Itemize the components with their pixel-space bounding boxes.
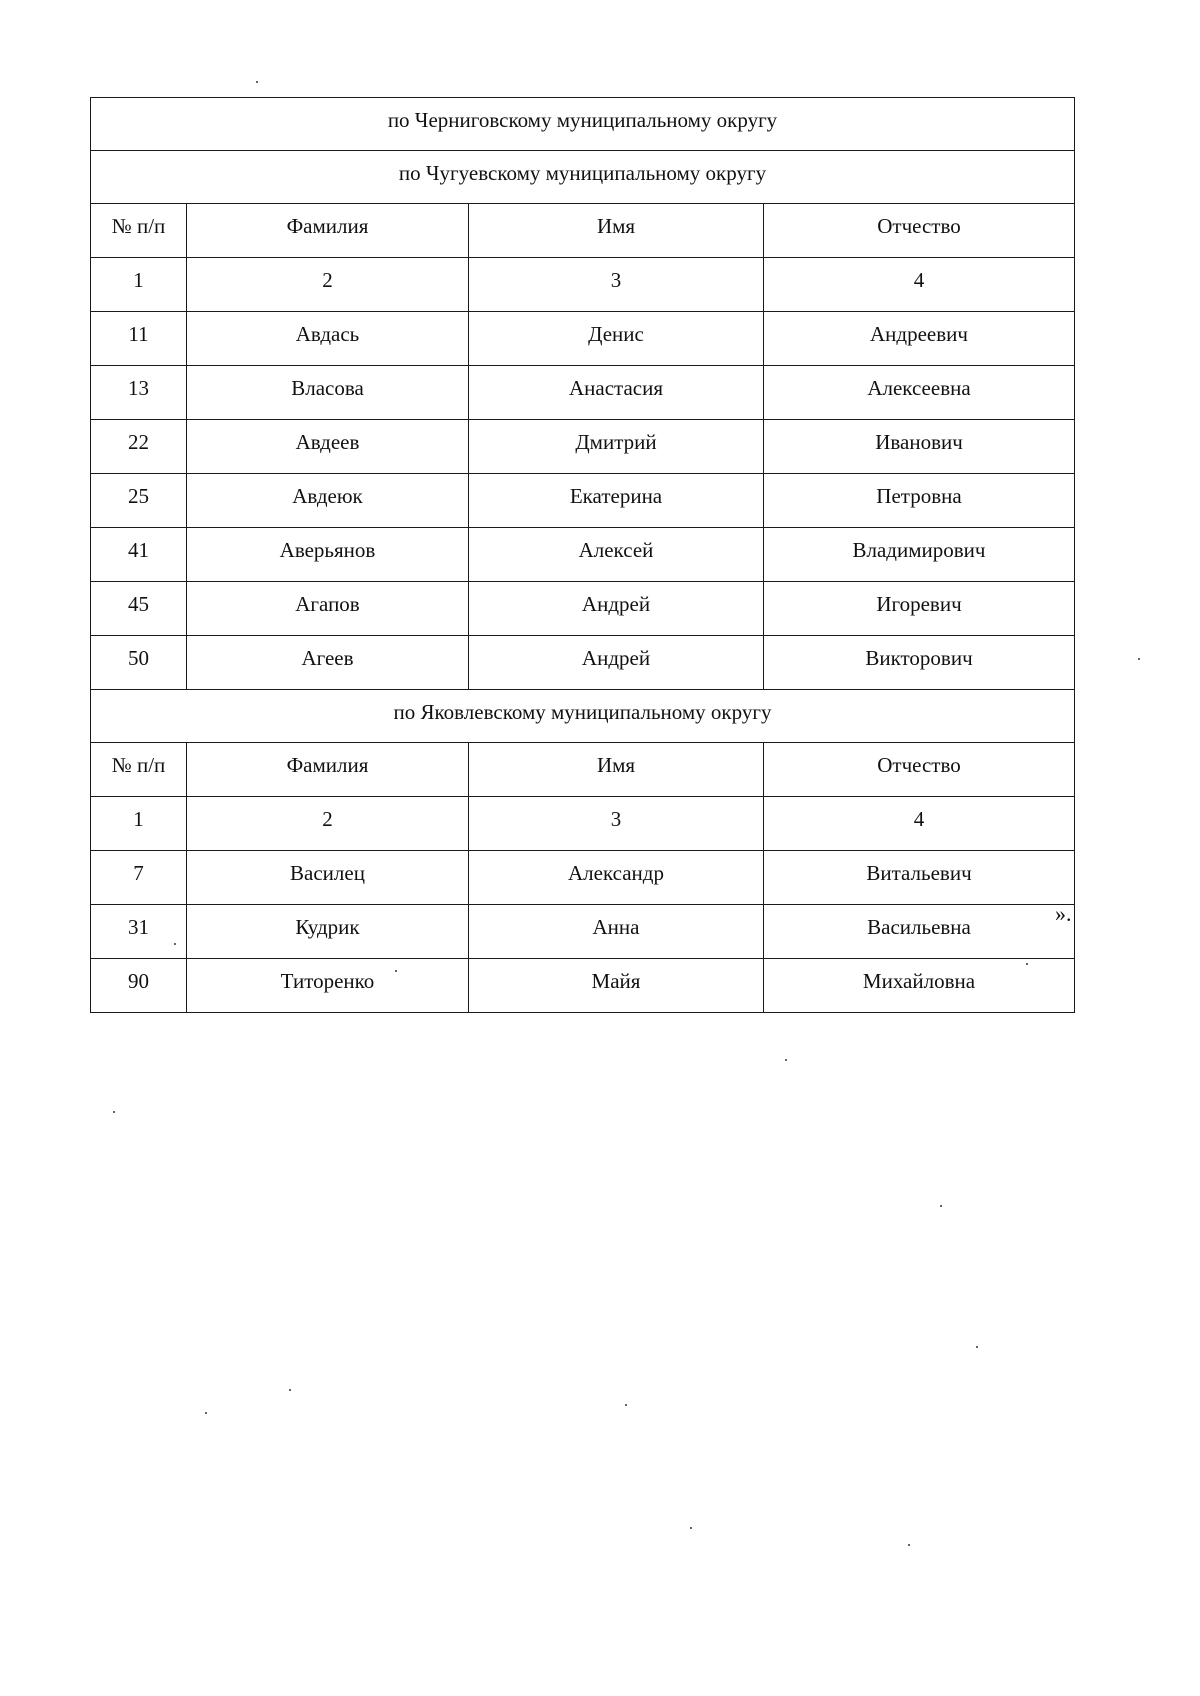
scan-speck (976, 1346, 978, 1348)
section-row-yakovlevsky (91, 690, 1075, 743)
table-row (91, 905, 1075, 959)
table-row (91, 420, 1075, 474)
cell-number: 22 (91, 420, 187, 474)
closing-quote-mark: ». (1055, 901, 1072, 926)
cell-surname: Агапов (187, 582, 469, 636)
cell-patronymic: Викторович (764, 636, 1075, 690)
cell-patronymic: Витальевич (764, 851, 1075, 905)
column-number-row (91, 258, 1075, 312)
cell-patronymic: Владимирович (764, 528, 1075, 582)
header-cell-patronymic: Отчество (764, 204, 1075, 258)
table-row (91, 582, 1075, 636)
cell-patronymic: Михайловна (764, 959, 1075, 1013)
table-row (91, 474, 1075, 528)
scan-speck (174, 943, 176, 945)
header-cell-surname: Фамилия (187, 743, 469, 797)
cell-patronymic: Игоревич (764, 582, 1075, 636)
scan-speck (205, 1412, 207, 1414)
section-title: по Чугуевскому муниципальному округу (91, 151, 1075, 204)
table-row (91, 636, 1075, 690)
header-cell-patronymic: Отчество (764, 743, 1075, 797)
cell-number: 13 (91, 366, 187, 420)
cell-name: Александр (469, 851, 764, 905)
cell-surname: Василец (187, 851, 469, 905)
column-number-cell: 3 (469, 258, 764, 312)
cell-patronymic: Петровна (764, 474, 1075, 528)
scan-speck (785, 1059, 787, 1061)
scan-speck (113, 1111, 115, 1113)
cell-name: Майя (469, 959, 764, 1013)
column-number-cell: 4 (764, 258, 1075, 312)
cell-number: 90 (91, 959, 187, 1013)
scan-speck (1138, 658, 1140, 660)
cell-patronymic: Алексеевна (764, 366, 1075, 420)
table-row (91, 366, 1075, 420)
header-row (91, 204, 1075, 258)
section-row-chuguevsky (91, 151, 1075, 204)
cell-name: Дмитрий (469, 420, 764, 474)
cell-surname: Аверьянов (187, 528, 469, 582)
cell-surname: Авдась (187, 312, 469, 366)
table-row (91, 312, 1075, 366)
table-row (91, 959, 1075, 1013)
cell-patronymic: Андреевич (764, 312, 1075, 366)
cell-name: Андрей (469, 582, 764, 636)
scan-speck (1026, 963, 1028, 965)
scan-speck (625, 1404, 627, 1406)
cell-number: 41 (91, 528, 187, 582)
scan-speck (289, 1389, 291, 1391)
column-number-cell: 2 (187, 258, 469, 312)
column-number-row (91, 797, 1075, 851)
cell-name: Алексей (469, 528, 764, 582)
section-row-chernigovsky (91, 98, 1075, 151)
scan-speck (940, 1205, 942, 1207)
cell-name: Денис (469, 312, 764, 366)
cell-surname: Кудрик (187, 905, 469, 959)
scan-speck (908, 1544, 910, 1546)
table-row (91, 528, 1075, 582)
scan-speck (256, 81, 258, 83)
roster-table (90, 97, 1075, 1013)
header-cell-name: Имя (469, 743, 764, 797)
cell-surname: Авдеев (187, 420, 469, 474)
scan-speck (690, 1527, 692, 1529)
header-row (91, 743, 1075, 797)
scan-speck (395, 970, 397, 972)
header-cell-number: № п/п (91, 204, 187, 258)
cell-number: 25 (91, 474, 187, 528)
header-cell-surname: Фамилия (187, 204, 469, 258)
header-cell-number: № п/п (91, 743, 187, 797)
section-title: по Черниговскому муниципальному округу (91, 98, 1075, 151)
column-number-cell: 2 (187, 797, 469, 851)
cell-patronymic: Васильевна (764, 905, 1075, 959)
cell-name: Андрей (469, 636, 764, 690)
cell-surname: Агеев (187, 636, 469, 690)
column-number-cell: 1 (91, 797, 187, 851)
cell-number: 11 (91, 312, 187, 366)
cell-surname: Авдеюк (187, 474, 469, 528)
column-number-cell: 4 (764, 797, 1075, 851)
cell-surname: Титоренко (187, 959, 469, 1013)
cell-number: 31 (91, 905, 187, 959)
cell-surname: Власова (187, 366, 469, 420)
cell-name: Анна (469, 905, 764, 959)
cell-name: Анастасия (469, 366, 764, 420)
cell-number: 50 (91, 636, 187, 690)
table-row (91, 851, 1075, 905)
cell-number: 45 (91, 582, 187, 636)
cell-number: 7 (91, 851, 187, 905)
header-cell-name: Имя (469, 204, 764, 258)
cell-name: Екатерина (469, 474, 764, 528)
section-title: по Яковлевскому муниципальному округу (91, 690, 1075, 743)
cell-patronymic: Иванович (764, 420, 1075, 474)
column-number-cell: 1 (91, 258, 187, 312)
column-number-cell: 3 (469, 797, 764, 851)
